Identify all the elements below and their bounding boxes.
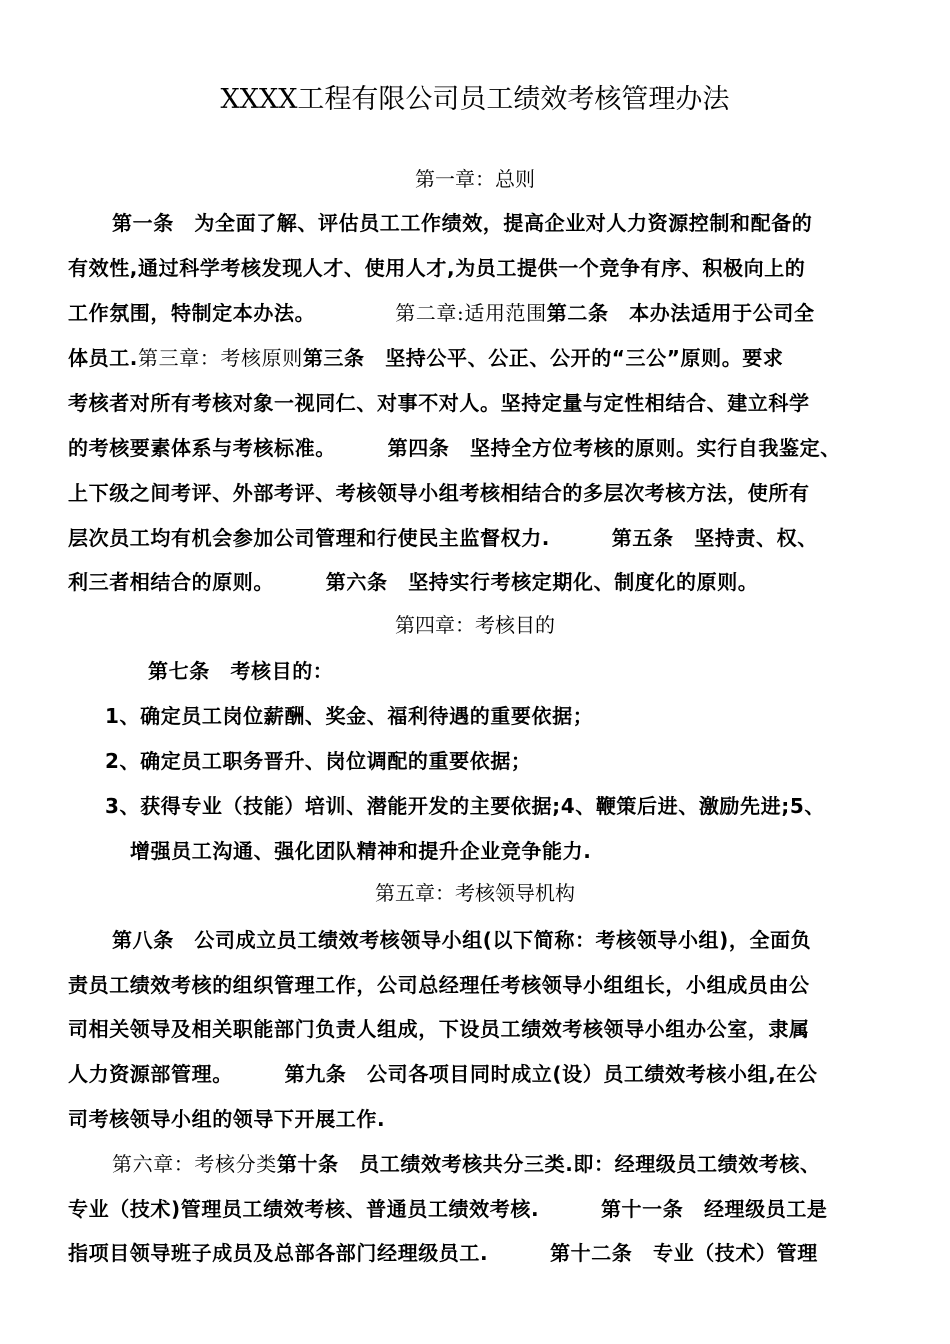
list-item: 增强员工沟通、强化团队精神和提升企业竞争能力. [130,839,592,863]
chapter-4-heading: 第四章：考核目的 [395,613,555,637]
paragraph-line: 第七条 考核目的： [148,659,334,683]
paragraph-line: 有效性,通过科学考核发现人才、使用人才,为员工提供一个竞争有序、积极向上的 [68,256,806,280]
chapter-3-heading: 第三章：考核原则 [138,346,303,370]
paragraph-line: 指项目领导班子成员及总部各部门经理级员工. 第十二条 专业（技术）管理 [68,1241,818,1265]
paragraph-line: 专业（技术)管理员工绩效考核、普通员工绩效考核. 第十一条 经理级员工是 [68,1197,828,1221]
paragraph-line: 上下级之间考评、外部考评、考核领导小组考核相结合的多层次考核方法，使所有 [68,481,810,505]
paragraph-line [112,1149,942,1179]
paragraph-line: 第一条 为全面了解、评估员工工作绩效，提高企业对人力资源控制和配备的 [112,211,813,235]
paragraph-line: 考核者对所有考核对象一视同仁、对事不对人。坚持定量与定性相结合、建立科学 [68,391,810,415]
paragraph-segment: 第十条 员工绩效考核共分三类.即：经理级员工绩效考核、 [276,1152,821,1176]
paragraph-line: 责员工绩效考核的组织管理工作，公司总经理任考核领导小组组长，小组成员由公 [68,973,810,997]
list-item: 1、确定员工岗位薪酬、奖金、福利待遇的重要依据； [105,704,594,728]
paragraph-line: 司考核领导小组的领导下开展工作. [68,1107,386,1131]
paragraph-line: 层次员工均有机会参加公司管理和行使民主监督权力. 第五条 坚持责、权、 [68,526,818,550]
list-item: 3、获得专业（技能）培训、潜能开发的主要依据;4、鞭策后进、激励先进;5、 [105,794,825,818]
paragraph-line: 第八条 公司成立员工绩效考核领导小组(以下简称：考核领导小组)，全面负 [112,928,812,952]
paragraph-line [68,298,898,328]
paragraph-line: 利三者相结合的原则。 第六条 坚持实行考核定期化、制度化的原则。 [68,570,759,594]
paragraph-line: 的考核要素体系与考核标准。 第四条 坚持全方位考核的原则。实行自我鉴定、 [68,436,841,460]
paragraph-segment: 工作氛围，特制定本办法。 [68,301,316,325]
list-item: 2、确定员工职务晋升、岗位调配的重要依据； [105,749,532,773]
paragraph-segment: 体员工. [68,346,138,370]
document-title: XXXX工程有限公司员工绩效考核管理办法 [220,84,730,115]
chapter-5-heading: 第五章：考核领导机构 [375,881,575,905]
paragraph-segment: 第二条 本办法适用于公司全 [546,301,815,325]
paragraph-line: 人力资源部管理。 第九条 公司各项目同时成立(设）员工绩效考核小组,在公 [68,1062,818,1086]
paragraph-line: 司相关领导及相关职能部门负责人组成，下设员工绩效考核领导小组办公室，隶属 [68,1017,810,1041]
chapter-1-heading: 第一章：总则 [415,167,535,191]
paragraph-segment: 第三条 坚持公平、公正、公开的“三公”原则。要求 [302,346,784,370]
chapter-2-heading: 第二章:适用范围 [395,301,547,325]
chapter-6-heading: 第六章：考核分类 [112,1152,277,1176]
paragraph-line [68,343,898,373]
